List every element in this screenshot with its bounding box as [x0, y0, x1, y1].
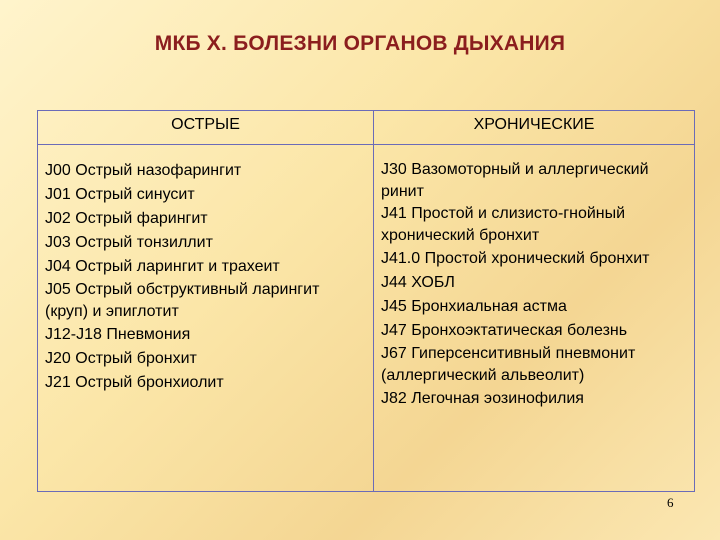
list-item: J12-J18 Пневмония [45, 326, 191, 343]
header-acute: ОСТРЫЕ [38, 111, 374, 145]
list-item: J04 Острый ларингит и трахеит [45, 258, 280, 275]
table-body-row [38, 145, 695, 492]
list-item: J21 Острый бронхиолит [45, 374, 224, 391]
acute-list [38, 145, 374, 492]
list-item: J30 Вазомоторный и аллергический ринит [381, 161, 649, 200]
list-item: J00 Острый назофарингит [45, 162, 242, 179]
chronic-list [374, 145, 695, 492]
list-item: J41.0 Простой хронический бронхит [381, 250, 650, 267]
classification-table [37, 110, 695, 492]
list-item: J47 Бронхоэктатическая болезнь [381, 322, 628, 339]
list-item: J03 Острый тонзиллит [45, 234, 213, 251]
page-number: 6 [667, 495, 674, 510]
header-chronic: ХРОНИЧЕСКИЕ [374, 111, 695, 145]
list-item: J01 Острый синусит [45, 186, 195, 203]
list-item: J05 Острый обструктивный ларингит (круп) и эпиглотит [45, 281, 320, 320]
list-item: J02 Острый фарингит [45, 210, 208, 227]
list-item: J45 Бронхиальная астма [381, 298, 567, 315]
list-item: J44 ХОБЛ [381, 274, 455, 291]
list-item: J67 Гиперсенситивный пневмонит (аллергический альвеолит) [381, 345, 636, 384]
list-item: J41 Простой и слизисто-гнойный хронический бронхит [381, 205, 626, 244]
table-header-row [38, 111, 695, 145]
list-item: J82 Легочная эозинофилия [381, 390, 584, 407]
list-item: J20 Острый бронхит [45, 350, 197, 367]
slide-title: МКБ X. БОЛЕЗНИ ОРГАНОВ ДЫХАНИЯ [154, 32, 566, 55]
